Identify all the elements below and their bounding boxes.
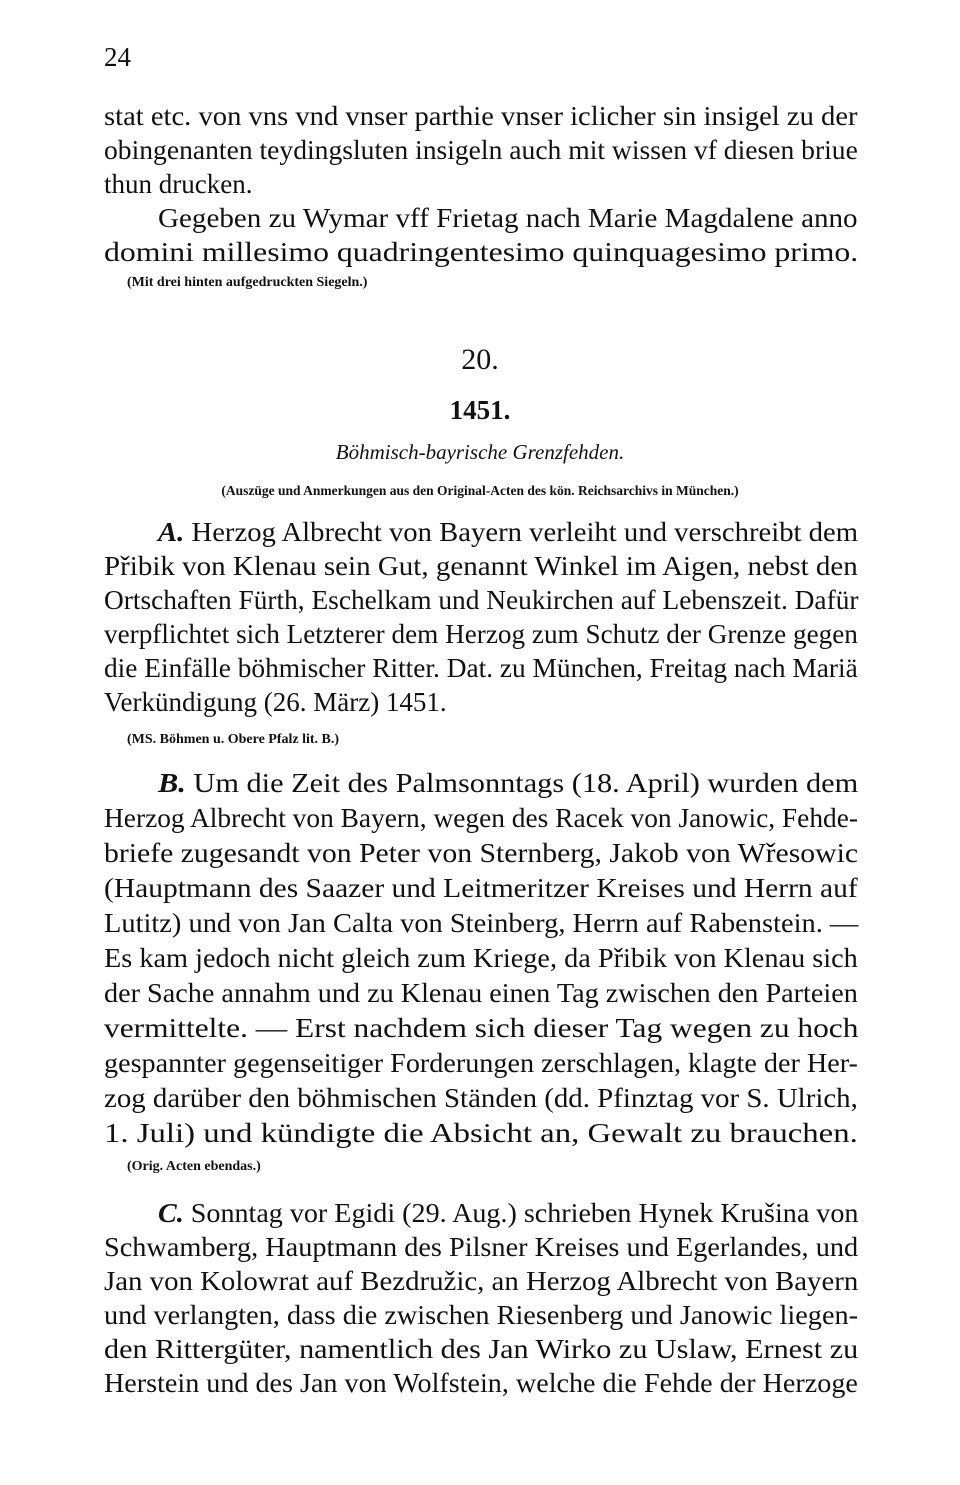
text-line: Schwamberg, Hauptmann des Pilsner Kreises und Egerlandes, und xyxy=(104,1232,859,1262)
text-line: Herzog Albrecht von Bayern verleiht und verschreibt dem xyxy=(191,517,859,547)
section-b-label: B. xyxy=(158,768,186,798)
section-b-note: (Orig. Acten ebendas.) xyxy=(127,1159,261,1174)
section-a-note: (MS. Böhmen u. Obere Pfalz lit. B.) xyxy=(127,732,340,747)
text-line: gespannter gegenseitiger Forderungen zerschlagen, klagte der Her- xyxy=(104,1048,858,1078)
seal-note: (Mit drei hinten aufgedruckten Siegeln.) xyxy=(127,275,368,290)
text-line: briefe zugesandt von Peter von Sternberg, Jakob von Wřesowic xyxy=(104,838,859,868)
text-line: Ortschaften Fürth, Eschelkam und Neukirchen auf Lebenszeit. Dafür xyxy=(104,585,859,615)
text-line: Um die Zeit des Palmsonntags (18. April) wurden dem xyxy=(193,768,859,798)
text-line: der Sache annahm und zu Klenau einen Tag zwischen den Parteien xyxy=(104,978,858,1008)
text-line: Herzog Albrecht von Bayern, wegen des Racek von Janowic, Fehde- xyxy=(104,803,859,833)
section-a-label: A. xyxy=(158,517,185,547)
document-number: 20. xyxy=(461,343,499,376)
text-line: und verlangten, dass die zwischen Riesenberg und Janowic liegen- xyxy=(104,1300,859,1330)
text-line: vermittelte. — Erst nachdem sich dieser Tag wegen zu hoch xyxy=(104,1013,859,1043)
text-line: stat etc. von vns vnd vnser parthie vnser iclicher sin insigel zu der xyxy=(104,101,858,131)
text-line: Lutitz) und von Jan Calta von Steinberg, Herrn auf Rabenstein. — xyxy=(104,908,859,938)
section-c-label: C. xyxy=(158,1198,184,1228)
text-line: Přibik von Klenau sein Gut, genannt Winkel im Aigen, nebst den xyxy=(104,551,858,581)
text-line: (Hauptmann des Saazer und Leitmeritzer Kreises und Herrn auf xyxy=(104,873,858,903)
text-line: Herstein und des Jan von Wolfstein, welche die Fehde der Herzoge xyxy=(104,1368,858,1398)
document-heading: Böhmisch-bayrische Grenzfehden. xyxy=(335,440,625,464)
page-number: 24 xyxy=(104,42,131,72)
text-line: obingenanten teydingsluten insigeln auch mit wissen vf diesen briue xyxy=(104,135,858,165)
text-line: Jan von Kolowrat auf Bezdružic, an Herzog Albrecht von Bayern xyxy=(104,1266,859,1296)
text-line: domini millesimo quadringentesimo quinquagesimo primo. xyxy=(104,237,859,267)
text-line: Es kam jedoch nicht gleich zum Kriege, da Přibik von Klenau sich xyxy=(104,943,858,973)
text-line: Gegeben zu Wymar vff Frietag nach Marie Magdalene anno xyxy=(158,203,858,233)
text-line: Sonntag vor Egidi (29. Aug.) schrieben Hynek Krušina von xyxy=(190,1198,859,1228)
text-line: Verkündigung (26. März) 1451. xyxy=(104,687,447,717)
text-line: 1. Juli) und kündigte die Absicht an, Gewalt zu brauchen. xyxy=(104,1118,858,1148)
section-c-first-line xyxy=(158,1200,858,1227)
text-line: die Einfälle böhmischer Ritter. Dat. zu München, Freitag nach Mariä xyxy=(104,653,858,683)
source-note: (Auszüge und Anmerkungen aus den Original-Acten des kön. Reichsarchivs in München.) xyxy=(221,483,739,498)
section-b-first-line xyxy=(158,770,858,797)
text-line: zog darüber den böhmischen Ständen (dd. Pfinztag vor S. Ulrich, xyxy=(104,1083,858,1113)
text-line: den Rittergüter, namentlich des Jan Wirko zu Uslaw, Ernest zu xyxy=(104,1334,859,1364)
document-year: 1451. xyxy=(449,395,511,425)
text-line: verpflichtet sich Letzterer dem Herzog zum Schutz der Grenze gegen xyxy=(104,619,858,649)
section-a-first-line xyxy=(158,519,858,546)
text-line: thun drucken. xyxy=(104,169,253,199)
